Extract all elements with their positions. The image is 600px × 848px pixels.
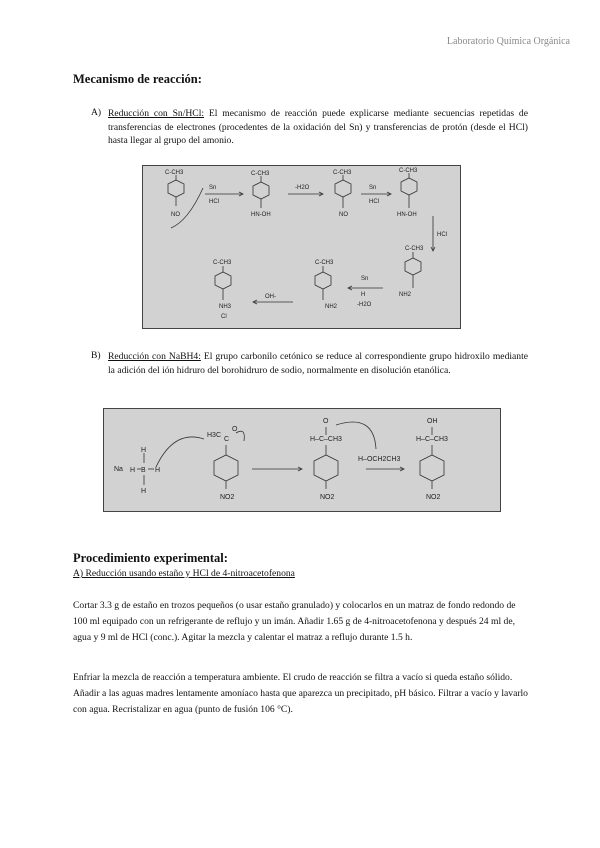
mol6-amine: NH2 xyxy=(325,304,338,310)
header-lab-title: Laboratorio Química Orgánica xyxy=(446,36,570,47)
ketone-methyl: H3C xyxy=(207,432,222,439)
mol5-group: NH2 xyxy=(399,292,412,298)
alcohol-chain: H–C–CH3 xyxy=(416,436,448,443)
mechanism-heading: Mecanismo de reacción: xyxy=(73,72,202,86)
mol6-acetyl: C-CH3 xyxy=(315,260,334,266)
alkoxide-nitro: NO2 xyxy=(320,494,335,501)
sodium-label: Na xyxy=(114,466,123,473)
mol2-group: HN-OH xyxy=(251,212,271,218)
reagent-3a: Sn xyxy=(369,185,377,191)
item-a-label: Reducción con Sn/HCl: xyxy=(108,108,205,119)
boron-label: B xyxy=(141,467,146,474)
mol3-acetyl: C-CH3 xyxy=(333,170,352,176)
mol7-acetyl: C-CH3 xyxy=(213,260,232,266)
boron-h-left: H xyxy=(130,467,136,474)
alcohol-nitro: NO2 xyxy=(426,494,441,501)
mol1-nitro: NO xyxy=(171,212,180,218)
mechanism-b-figure xyxy=(103,408,501,512)
ethanol-label: H–OCH2CH3 xyxy=(358,456,401,463)
reagent-5b: H xyxy=(361,292,366,298)
boron-h-top: H xyxy=(141,447,147,454)
item-b-text: El grupo carbonilo cetónico se reduce al correspondiente grupo hidroxilo mediante la adición del ión hidruro del borohidruro de sodio, normalmente en disolución etanólica. xyxy=(108,351,529,376)
reagent-1b: HCl xyxy=(209,199,219,205)
procedure-subheading: A) Reducción usando estaño y HCl de 4-nitroacetofenona xyxy=(73,568,295,579)
reagent-2: -H2O xyxy=(295,185,310,191)
boron-h-right: H xyxy=(155,467,161,474)
mol3-nitro: NO xyxy=(339,212,348,218)
item-a-paragraph xyxy=(108,107,528,148)
mol1-acetyl: C-CH3 xyxy=(165,170,184,176)
mol7-ammonium: NH3 xyxy=(219,304,232,310)
alkoxide-oxygen: O xyxy=(323,418,329,425)
mechanism-a-figure xyxy=(142,165,461,329)
item-a-letter: A) xyxy=(91,107,102,118)
item-b-label: Reducción con NaBH4: xyxy=(108,351,201,362)
procedure-heading: Procedimiento experimental: xyxy=(73,551,228,565)
reagent-3b: HCl xyxy=(369,199,379,205)
reagent-5c: -H2O xyxy=(357,302,372,308)
reagent-5a: Sn xyxy=(361,276,369,282)
reagent-4: HCl xyxy=(437,232,447,238)
ketone-oxygen: O xyxy=(232,426,238,433)
alcohol-oh: OH xyxy=(427,418,438,425)
ketone-nitro: NO2 xyxy=(220,494,235,501)
item-a-text: El mecanismo de reacción puede explicarse mediante secuencias repetidas de transferencias de electrones (procedentes de la oxidación del Sn) y transferencias de protón (desde el HCl) hasta llegar al grupo del amonio. xyxy=(108,108,528,146)
mol4-group: HN-OH xyxy=(397,212,417,218)
mol4-acetyl: C-CH3 xyxy=(399,168,418,174)
alkoxide-chain: H–C–CH3 xyxy=(310,436,342,443)
reagent-6: OH- xyxy=(265,294,276,300)
boron-h-bottom: H xyxy=(141,488,147,495)
item-b-letter: B) xyxy=(91,350,101,361)
item-b-paragraph xyxy=(108,350,528,377)
procedure-paragraph-2: Enfriar la mezcla de reacción a temperatura ambiente. El crudo de reacción se filtra a vacío si queda estaño sólido. Añadir a las aguas madres lentamente amoníaco hasta que aparezca un precipitado, pH básico. Filtrar a vacío y lavarlo con agua. Recristalizar en agua (punto de fusión 106 °C). xyxy=(73,672,528,715)
mol5-acetyl: C-CH3 xyxy=(405,246,424,252)
procedure-paragraph-1: Cortar 3.3 g de estaño en trozos pequeños (o usar estaño granulado) y colocarlos en un matraz de fondo redondo de 100 ml equipado con un refrigerante de reflujo y un imán. Añadir 1.65 g de 4-nitroacetofenona y después 24 ml de, agua y 9 ml de HCl (conc.). Agitar la mezcla y calentar el matraz a reflujo durante 1.5 h. xyxy=(73,600,516,643)
ketone-carbon: C xyxy=(224,436,230,443)
mol7-chloride: Cl xyxy=(221,314,227,320)
mol2-acetyl: C-CH3 xyxy=(251,171,270,177)
reagent-1a: Sn xyxy=(209,185,217,191)
